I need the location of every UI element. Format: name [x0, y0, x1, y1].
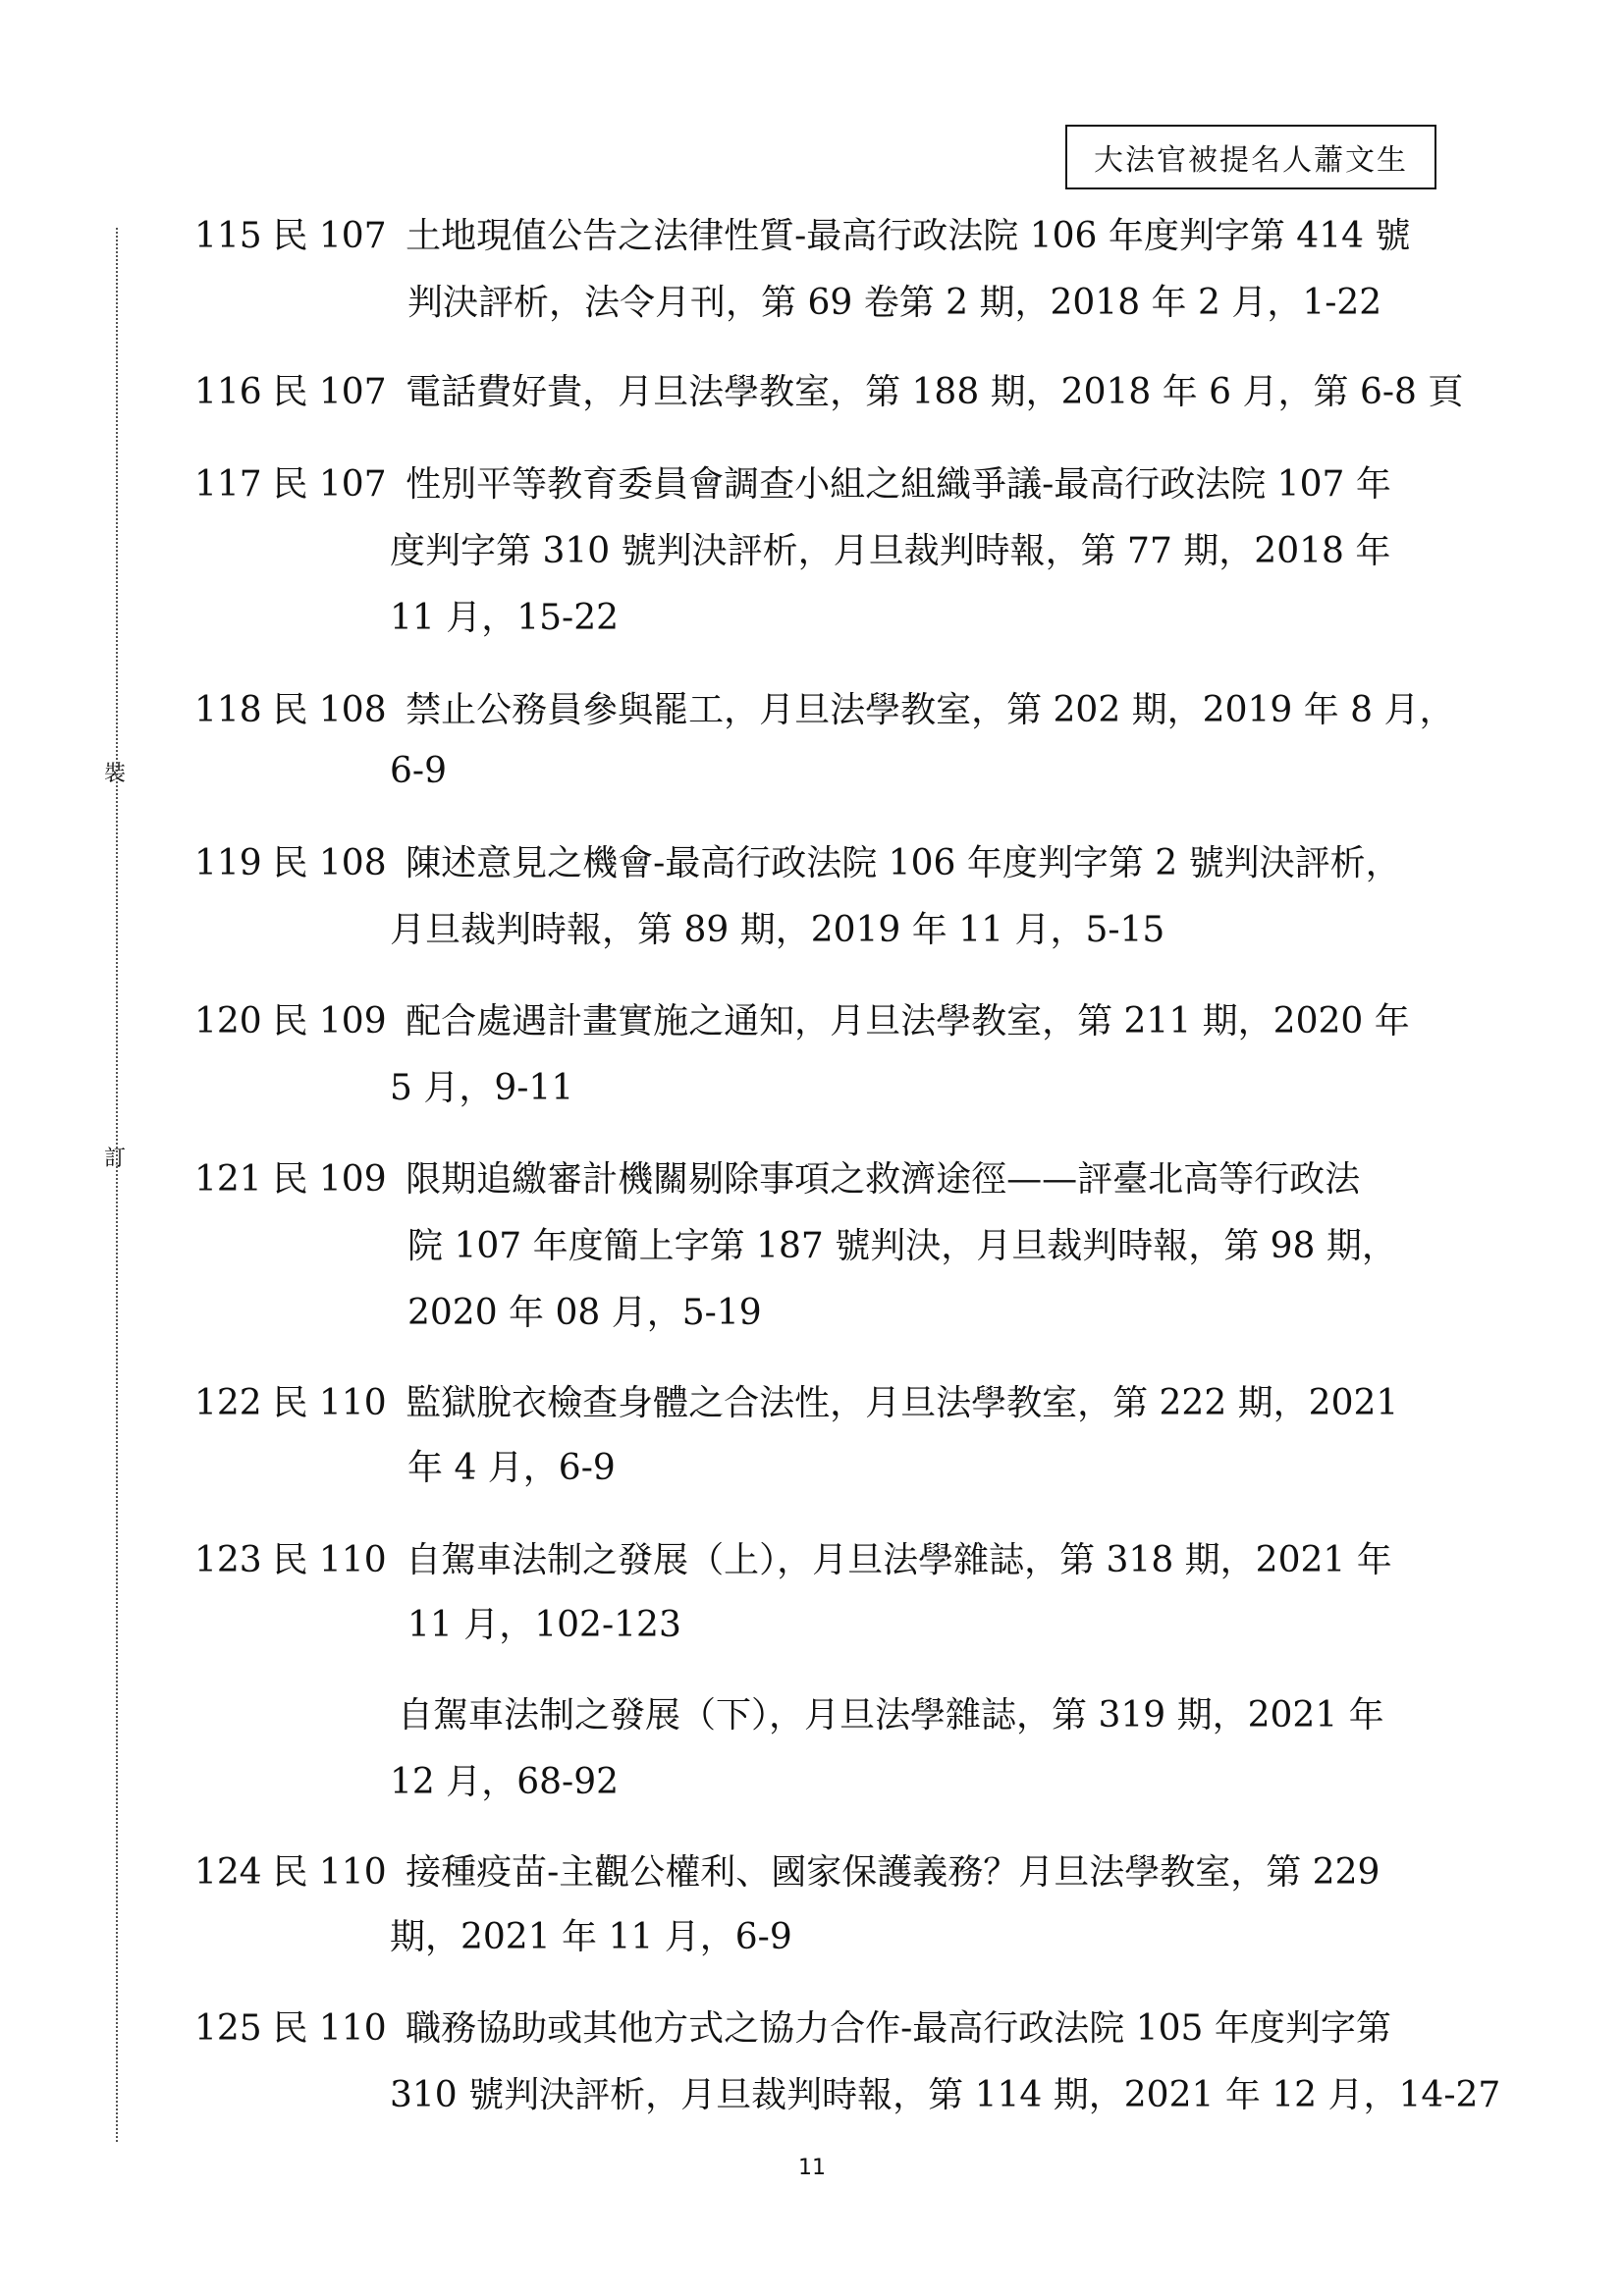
nominee-label: 大法官被提名人蕭文生	[1094, 143, 1408, 178]
entry-line: 期，2021 年 11 月，6-9	[390, 1917, 792, 1957]
binding-mark-ding: 訂	[104, 1147, 127, 1171]
publication-entry-122	[194, 1370, 1451, 1437]
entry-year: 民 110	[272, 1540, 387, 1580]
entry-year: 民 110	[272, 1383, 387, 1423]
entry-line: 接種疫苗-主觀公權利、國家保護義務？月旦法學教室，第 229	[406, 1852, 1380, 1893]
page-number: 11	[798, 2156, 826, 2180]
entry-line: 性別平等教育委員會調查小組之組織爭議-最高行政法院 107 年	[406, 464, 1391, 505]
entry-line: 11 月，102-123	[407, 1605, 681, 1645]
publication-entry-123	[194, 1527, 1451, 1594]
entry-line: 度判字第 310 號判決評析，月旦裁判時報，第 77 期，2018 年	[390, 531, 1391, 571]
publication-entry-119	[194, 830, 1451, 897]
publication-entry-125	[194, 1996, 1451, 2062]
entry-number: 116	[194, 372, 262, 412]
publication-entry-124	[194, 1840, 1451, 1906]
entry-line: 禁止公務員參與罷工，月旦法學教室，第 202 期，2019 年 8 月，	[406, 690, 1455, 730]
entry-line: 11 月，15-22	[390, 598, 620, 638]
entry-year: 民 108	[272, 690, 387, 730]
publication-entry-117	[194, 452, 1451, 518]
entry-number: 121	[194, 1159, 262, 1200]
entry-line: 12 月，68-92	[390, 1762, 620, 1802]
entry-number: 117	[194, 464, 262, 505]
entry-year: 民 108	[272, 843, 387, 883]
entry-number: 125	[194, 2008, 262, 2049]
entry-line: 限期追繳審計機關剔除事項之救濟途徑——評臺北高等行政法	[406, 1159, 1361, 1200]
entry-line: 陳述意見之機會-最高行政法院 106 年度判字第 2 號判決評析，	[406, 843, 1401, 883]
binding-line	[116, 228, 118, 2142]
binding-mark-zhuang: 裝	[104, 762, 127, 786]
entry-line: 6-9	[390, 751, 447, 791]
entry-line: 配合處遇計畫實施之通知，月旦法學教室，第 211 期，2020 年	[406, 1001, 1410, 1041]
entry-year: 民 107	[272, 216, 387, 256]
entry-line: 5 月，9-11	[390, 1068, 574, 1108]
entry-line: 監獄脫衣檢查身體之合法性，月旦法學教室，第 222 期，2021	[406, 1383, 1399, 1423]
publication-entry-115	[194, 203, 1451, 270]
publication-entry-116	[194, 359, 1464, 426]
entry-line: 2020 年 08 月，5-19	[407, 1293, 762, 1333]
entry-line: 職務協助或其他方式之協力合作-最高行政法院 105 年度判字第	[406, 2008, 1391, 2049]
entry-year: 民 107	[272, 464, 387, 505]
entry-line: 土地現值公告之法律性質-最高行政法院 106 年度判字第 414 號	[406, 216, 1411, 256]
publication-entry-118	[194, 677, 1455, 744]
entry-number: 123	[194, 1540, 262, 1580]
entry-year: 民 110	[272, 2008, 387, 2049]
entry-number: 122	[194, 1383, 262, 1423]
entry-line: 年 4 月，6-9	[407, 1448, 616, 1488]
publication-entry-121	[194, 1147, 1451, 1213]
entry-year: 民 107	[272, 372, 387, 412]
entry-line: 院 107 年度簡上字第 187 號判決，月旦裁判時報，第 98 期，	[407, 1226, 1397, 1266]
entry-number: 120	[194, 1001, 262, 1041]
entry-line: 自駕車法制之發展（上），月旦法學雜誌，第 318 期，2021 年	[406, 1540, 1392, 1580]
entry-number: 118	[194, 690, 262, 730]
entry-year: 民 110	[272, 1852, 387, 1893]
entry-line: 月旦裁判時報，第 89 期，2019 年 11 月，5-15	[390, 910, 1165, 950]
entry-number: 119	[194, 843, 262, 883]
entry-year: 民 109	[272, 1159, 387, 1200]
entry-line: 自駕車法制之發展（下），月旦法學雜誌，第 319 期，2021 年	[398, 1695, 1384, 1735]
entry-line: 電話費好貴，月旦法學教室，第 188 期，2018 年 6 月，第 6-8 頁	[406, 372, 1464, 412]
entry-number: 115	[194, 216, 262, 256]
entry-number: 124	[194, 1852, 262, 1893]
entry-year: 民 109	[272, 1001, 387, 1041]
nominee-header-box	[1065, 125, 1436, 189]
entry-line: 判決評析，法令月刊，第 69 卷第 2 期，2018 年 2 月，1-22	[407, 283, 1382, 323]
entry-line: 310 號判決評析，月旦裁判時報，第 114 期，2021 年 12 月，14-27	[390, 2075, 1501, 2115]
publication-entry-120	[194, 988, 1451, 1055]
